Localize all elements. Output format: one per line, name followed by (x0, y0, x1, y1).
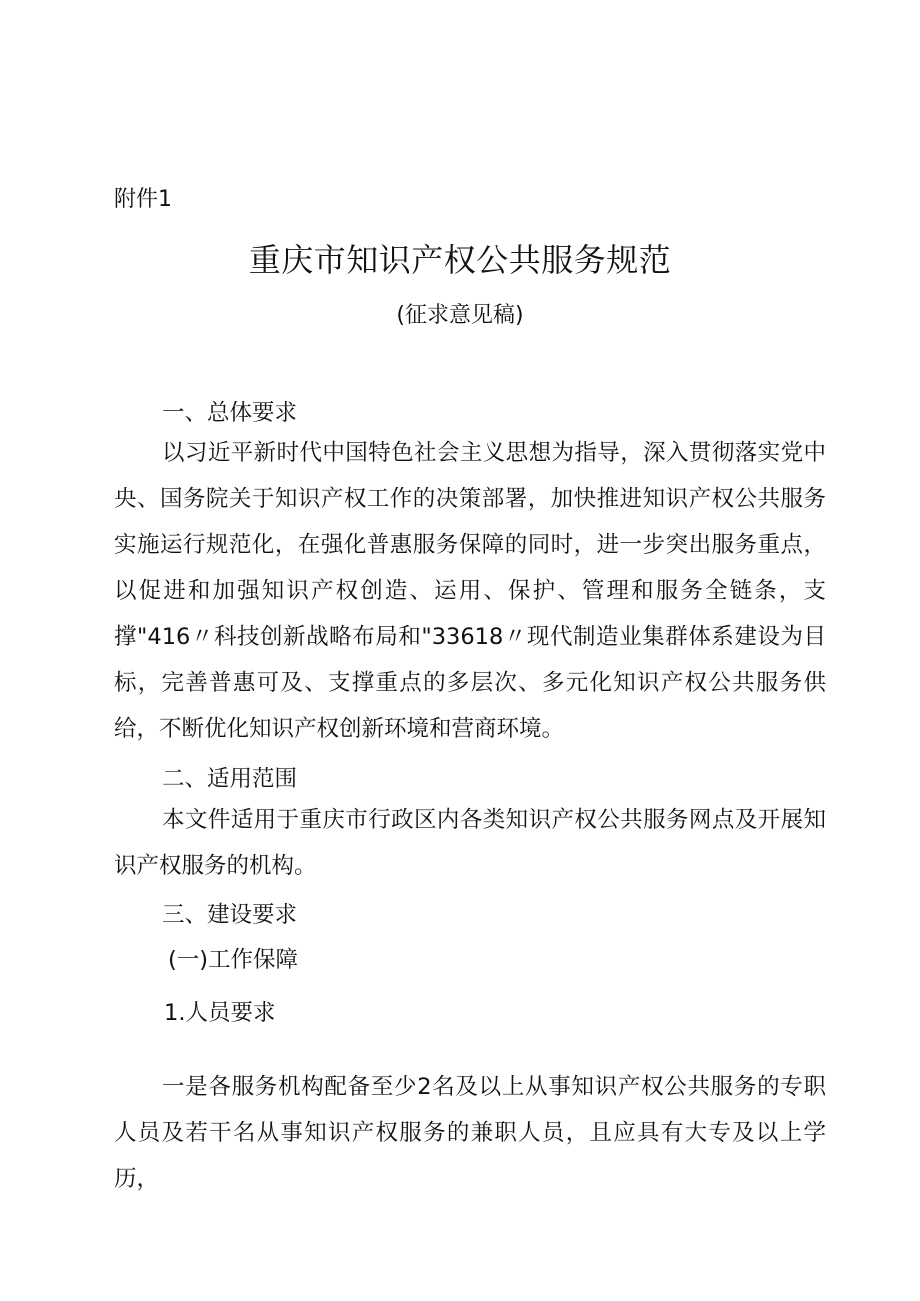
section-paragraph-general-requirements: 以习近平新时代中国特色社会主义思想为指导，深入贯彻落实党中央、国务院关于知识产权工作的决策部署，加快推进知识产权公共服务实施运行规范化，在强化普惠服务保障的同时，进一步突出服务重点，以促进和加强知识产权创造、运用、保护、管理和服务全链条，支撑"416〃科技创新战略布局和"33618〃现代制造业集群体系建设为目标，完善普惠可及、支撑重点的多层次、多元化知识产权公共服务供给，不断优化知识产权创新环境和营商环境。 (114, 440, 826, 742)
section-heading-construction-requirements: 三、建设要求 (162, 902, 298, 928)
section-heading-scope: 二、适用范围 (162, 766, 298, 792)
document-subtitle: (征求意见稿) (396, 303, 524, 328)
item-heading-personnel-requirements: 1.人员要求 (164, 1000, 276, 1026)
document-title: 重庆市知识产权公共服务规范 (248, 241, 672, 279)
attachment-label: 附件1 (114, 187, 172, 212)
section-paragraph-scope: 本文件适用于重庆市行政区内各类知识产权公共服务网点及开展知识产权服务的机构。 (114, 807, 826, 879)
subsection-heading-work-guarantee: (一)工作保障 (168, 947, 299, 973)
section-paragraph-personnel: 一是各服务机构配备至少2名及以上从事知识产权公共服务的专职人员及若干名从事知识产权服务的兼职人员，且应具有大专及以上学历， (114, 1074, 826, 1192)
section-heading-general-requirements: 一、总体要求 (162, 400, 298, 426)
